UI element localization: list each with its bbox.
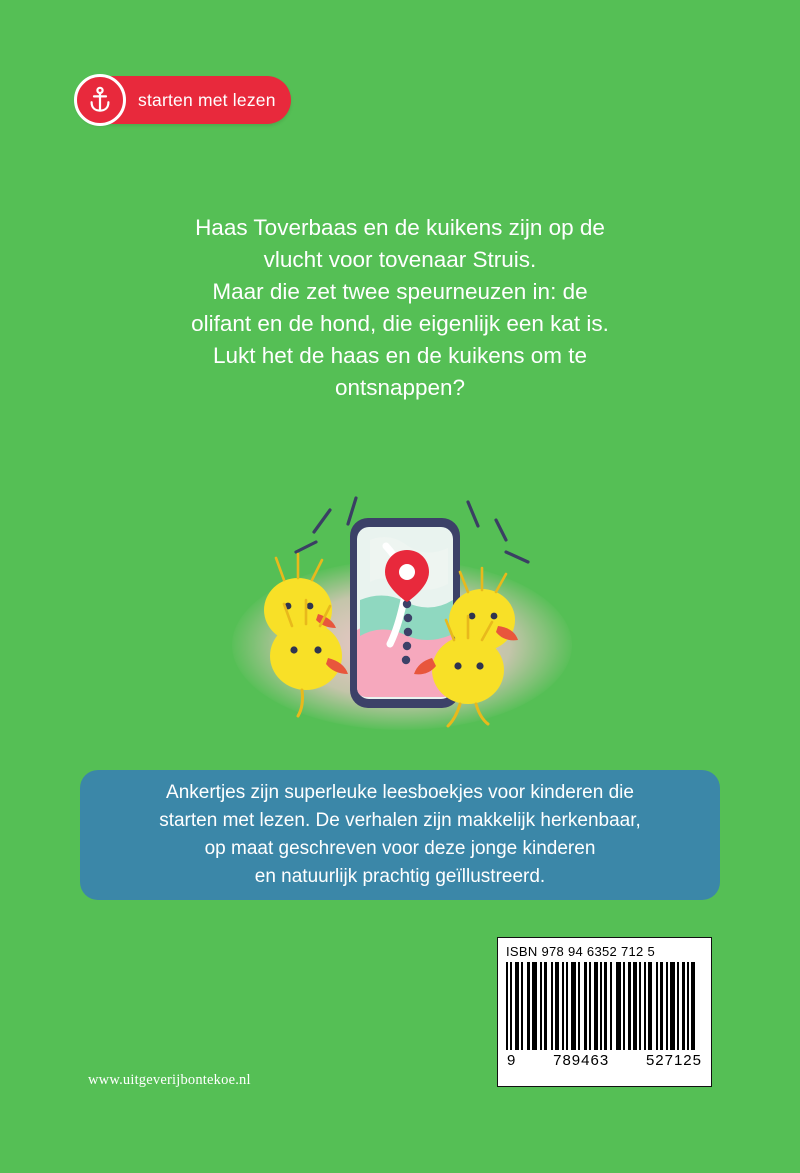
barcode-bars: [506, 962, 703, 1050]
series-info-panel: [80, 770, 720, 900]
blurb-line: Lukt het de haas en de kuikens om te: [213, 343, 587, 368]
isbn-barcode: [497, 937, 712, 1087]
info-line: en natuurlijk prachtig geïllustreerd.: [254, 866, 546, 887]
blurb-line: Haas Toverbaas en de kuikens zijn op de: [195, 215, 605, 240]
anchor-icon: [74, 74, 126, 126]
barcode-digit-middle: 789463: [553, 1052, 610, 1069]
barcode-digit-right: 527125: [645, 1052, 702, 1069]
barcode-digit-left: 9: [507, 1052, 517, 1069]
badge-label: starten met lezen: [138, 89, 276, 110]
blurb-line: ontsnappen?: [334, 375, 466, 400]
blurb-line: olifant en de hond, die eigenlijk een kat is.: [191, 311, 609, 336]
series-info-text: [137, 779, 663, 891]
publisher-website[interactable]: www.uitgeverijbontekoe.nl: [88, 1072, 251, 1088]
back-cover-blurb: [100, 212, 700, 404]
starten-met-lezen-badge: [76, 76, 291, 124]
chicks-with-smartphone-illustration: [210, 480, 590, 750]
blurb-line: Maar die zet twee speurneuzen in: de: [212, 279, 588, 304]
info-line: Ankertjes zijn superleuke leesboekjes voor kinderen die: [166, 782, 634, 803]
info-line: op maat geschreven voor deze jonge kinderen: [204, 838, 596, 859]
info-line: starten met lezen. De verhalen zijn makkelijk herkenbaar,: [159, 810, 641, 831]
isbn-label: ISBN 978 94 6352 712 5: [506, 944, 655, 959]
blurb-line: vlucht voor tovenaar Struis.: [263, 247, 537, 272]
barcode-digits: [506, 1052, 703, 1069]
